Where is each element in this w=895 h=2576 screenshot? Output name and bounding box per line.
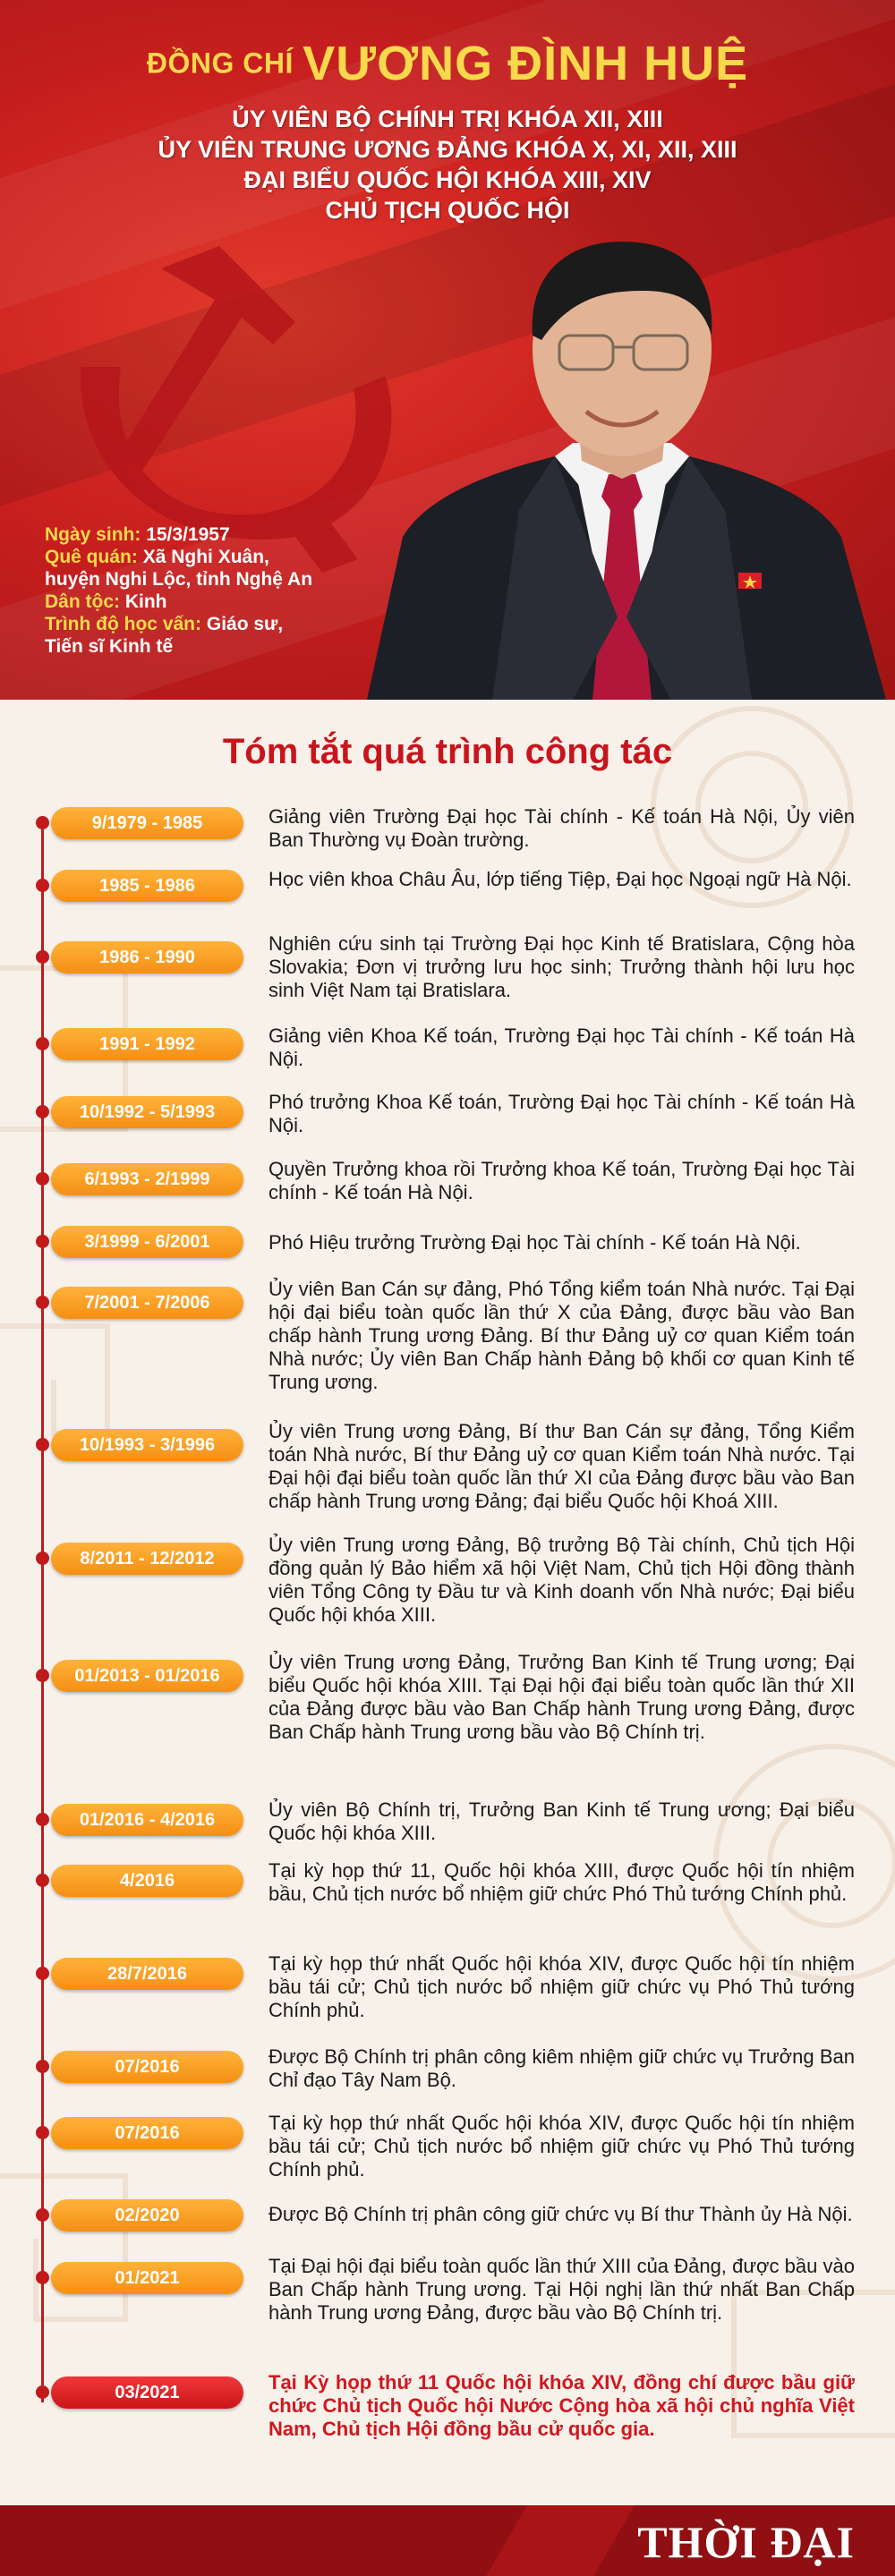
timeline-text: Giảng viên Khoa Kế toán, Trường Đại học Tài chính - Kế toán Hà Nội. (268, 1024, 855, 1070)
timeline-dot (36, 879, 49, 892)
page-title (0, 36, 895, 91)
period-badge: 03/2021 (51, 2376, 243, 2409)
period-badge: 10/1992 - 5/1993 (51, 1096, 243, 1128)
timeline-text: Nghiên cứu sinh tại Trường Đại học Kinh tế Bratislara, Cộng hòa Slovakia; Đơn vị trưởng lưu học sinh; Trưởng thành hội lưu học sinh Việt Nam tại Bratislara. (268, 932, 855, 1001)
period-badge: 07/2016 (51, 2051, 243, 2083)
footer-bar (0, 2505, 895, 2576)
hometown-value: huyện Nghi Lộc, tỉnh Nghệ An (45, 569, 313, 590)
timeline-text: Tại Đại hội đại biểu toàn quốc lần thứ XIII của Đảng, được bầu vào Ban Chấp hành Trung ương. Tại Hội nghị lần thứ nhất Ban Chấp hành Trung ương Đảng, được bầu vào Bộ Chính trị. (268, 2255, 855, 2324)
subtitle-line: ỦY VIÊN TRUNG ƯƠNG ĐẢNG KHÓA X, XI, XII, XIII (158, 136, 737, 163)
period-badge: 01/2013 - 01/2016 (51, 1660, 243, 1692)
period-badge: 1985 - 1986 (51, 870, 243, 902)
title-prefix: ĐỒNG CHÍ (146, 47, 294, 80)
subtitle-line: ỦY VIÊN BỘ CHÍNH TRỊ KHÓA XII, XIII (232, 106, 663, 132)
timeline-text: Ủy viên Bộ Chính trị, Trưởng Ban Kinh tế Trung ương; Đại biểu Quốc hội khóa XIII. (268, 1798, 855, 1844)
hometown-value: Xã Nghi Xuân, (142, 547, 269, 567)
timeline-dot (36, 1296, 49, 1309)
section-title: Tóm tắt quá trình công tác (222, 732, 673, 771)
timeline-dot (36, 1438, 49, 1451)
timeline-dot (36, 2126, 49, 2139)
timeline-dot (36, 2208, 49, 2222)
timeline-text: Được Bộ Chính trị phân công kiêm nhiệm giữ chức vụ Trưởng Ban Chỉ đạo Tây Nam Bộ. (268, 2045, 855, 2091)
subtitle-line: ĐẠI BIỂU QUỐC HỘI KHÓA XIII, XIV (243, 166, 652, 193)
subtitle-line: CHỦ TỊCH QUỐC HỘI (325, 197, 570, 224)
period-badge: 10/1993 - 3/1996 (51, 1429, 243, 1461)
period-badge: 6/1993 - 2/1999 (51, 1163, 243, 1195)
period-badge: 01/2016 - 4/2016 (51, 1804, 243, 1836)
timeline-dot (36, 1172, 49, 1186)
timeline-dot (36, 816, 49, 829)
timeline-dot (36, 1235, 49, 1248)
portrait-photo (349, 242, 895, 700)
timeline-text: Phó trưởng Khoa Kế toán, Trường Đại học Tài chính - Kế toán Hà Nội. (268, 1091, 855, 1136)
period-badge: 3/1999 - 6/2001 (51, 1226, 243, 1258)
timeline-text: Ủy viên Trung ương Đảng, Trưởng Ban Kinh tế Trung ương; Đại biểu Quốc hội khóa XIII. Tại Đại hội đại biểu toàn quốc lần thứ XII của Đảng được bầu vào Ban Chấp hành Trung ương Đảng, được Ban Chấp hành Trung ương bầu vào Bộ Chính trị. (268, 1651, 855, 1743)
education-value: Tiến sĩ Kinh tế (45, 636, 174, 657)
timeline-dot (36, 1874, 49, 1887)
timeline-dot (36, 950, 49, 964)
period-badge: 8/2011 - 12/2012 (51, 1543, 243, 1575)
timeline-dot (36, 1552, 49, 1565)
timeline-text: Giảng viên Trường Đại học Tài chính - Kế toán Hà Nội, Ủy viên Ban Thường vụ Đoàn trường. (268, 805, 855, 851)
period-badge: 1986 - 1990 (51, 941, 243, 973)
title-name: VƯƠNG ĐÌNH HUỆ (303, 37, 749, 90)
timeline-dot (36, 2271, 49, 2284)
timeline-text: Quyền Trưởng khoa rồi Trưởng khoa Kế toán, Trường Đại học Tài chính - Kế toán Hà Nội. (268, 1158, 855, 1203)
hometown-label: Quê quán: (45, 547, 138, 567)
period-badge: 07/2016 (51, 2117, 243, 2149)
period-badge: 9/1979 - 1985 (51, 807, 243, 839)
period-badge: 02/2020 (51, 2199, 243, 2232)
timeline-text: Được Bộ Chính trị phân công giữ chức vụ Bí thư Thành ủy Hà Nội. (268, 2203, 853, 2225)
timeline-text: Ủy viên Ban Cán sự đảng, Phó Tổng kiểm toán Nhà nước. Tại Đại hội đại biểu toàn quốc lần thứ X của Đảng, được bầu vào Ban chấp hành Trung ương Đảng. Bí thư Đảng uỷ cơ quan Kiểm toán Nhà nước; Ủy viên Ban Chấp hành Đảng bộ khối cơ quan Kinh tế Trung ương. (268, 1278, 855, 1393)
timeline-dot (36, 1967, 49, 1980)
footer-stripe (465, 2505, 645, 2576)
timeline-text: Tại kỳ họp thứ nhất Quốc hội khóa XIV, được Quốc hội tín nhiệm bầu tái cử; Chủ tịch nước bổ nhiệm giữ chức vụ Phó Thủ tướng Chính phủ. (268, 2112, 855, 2181)
timeline-dot (36, 1669, 49, 1682)
education-label: Trình độ học vấn: (45, 614, 202, 634)
dob-value: 15/3/1957 (146, 524, 230, 545)
timeline-dot (36, 2385, 49, 2399)
timeline-text: Ủy viên Trung ương Đảng, Bí thư Ban Cán sự đảng, Tổng Kiểm toán Nhà nước, Bí thư Đảng uỷ cơ quan Kiểm toán Nhà nước. Tại Đại hội đại biểu toàn quốc lần thứ XI của Đảng được bầu vào Ban chấp hành Trung ương Đảng; đại biểu Quốc hội Khoá XIII. (268, 1420, 855, 1512)
period-badge: 1991 - 1992 (51, 1028, 243, 1060)
timeline-dot (36, 1813, 49, 1826)
timeline-text: Tại kỳ họp thứ 11, Quốc hội khóa XIII, được Quốc hội tín nhiệm bầu, Chủ tịch nước bổ nhiệm giữ chức Phó Thủ tướng Chính phủ. (268, 1859, 855, 1905)
ethnic-value: Kinh (124, 591, 167, 612)
publisher-logo: THỜI ĐẠI (637, 2517, 855, 2567)
period-badge: 7/2001 - 7/2006 (51, 1287, 243, 1319)
hero-banner (0, 0, 895, 700)
period-badge: 01/2021 (51, 2262, 243, 2294)
timeline-text: Ủy viên Trung ương Đảng, Bộ trưởng Bộ Tài chính, Chủ tịch Hội đồng quản lý Bảo hiểm xã hội Việt Nam, Chủ tịch Hội đồng thành viên Tổng Công ty Đầu tư và Kinh doanh vốn Nhà nước; Đại biểu Quốc hội khóa XIII. (268, 1534, 855, 1626)
bio-block (45, 523, 349, 658)
dob-label: Ngày sinh: (45, 524, 141, 545)
period-badge: 4/2016 (51, 1865, 243, 1897)
timeline-text: Tại Kỳ họp thứ 11 Quốc hội khóa XIV, đồng chí được bầu giữ chức Chủ tịch Quốc hội Nước Cộng hòa xã hội chủ nghĩa Việt Nam, Chủ tịch Hội đồng bầu cử quốc gia. (268, 2371, 855, 2440)
timeline-text: Tại kỳ họp thứ nhất Quốc hội khóa XIV, được Quốc hội tín nhiệm bầu tái cử; Chủ tịch nước bổ nhiệm giữ chức vụ Phó Thủ tướng Chính phủ. (268, 1952, 855, 2021)
timeline-text: Học viên khoa Châu Âu, lớp tiếng Tiệp, Đại học Ngoại ngữ Hà Nội. (268, 868, 852, 890)
timeline-dot (36, 1105, 49, 1118)
timeline-dot (36, 2060, 49, 2073)
ethnic-label: Dân tộc: (45, 591, 120, 612)
timeline-dot (36, 1037, 49, 1050)
education-value: Giáo sư, (206, 614, 284, 634)
timeline-line (41, 819, 44, 2402)
period-badge: 28/7/2016 (51, 1958, 243, 1990)
timeline-text: Phó Hiệu trưởng Trường Đại học Tài chính - Kế toán Hà Nội. (268, 1231, 801, 1254)
